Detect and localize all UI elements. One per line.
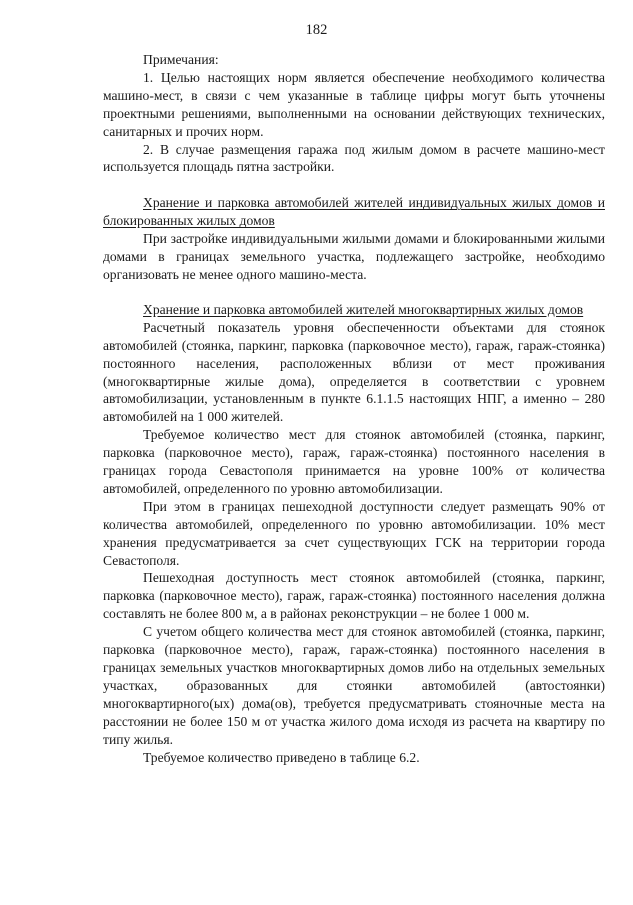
page-number: 182 bbox=[305, 22, 328, 38]
paragraph: Пешеходная доступность мест стоянок автомобилей (стоянка, паркинг, парковка (парковочное место), гараж, гараж-стоянка) постоянного населения должна составлять не более 800 м, а в районах реконструкции – не более 1 000 м. bbox=[103, 570, 605, 622]
paragraph: Требуемое количество приведено в таблице 6.2. bbox=[143, 749, 420, 765]
note-item-1: 1. Целью настоящих норм является обеспечение необходимого количества машино-мест, в связи с чем указанные в таблице цифры могут быть уточнены проектными решениями, выполненными на основании действующих технических, санитарных и прочих норм. bbox=[103, 69, 605, 139]
note-item-2: 2. В случае размещения гаража под жилым домом в расчете машино-мест используется площадь пятна застройки. bbox=[103, 141, 605, 175]
section-heading-apartment-buildings: Хранение и парковка автомобилей жителей многоквартирных жилых домов bbox=[143, 301, 584, 317]
paragraph: Расчетный показатель уровня обеспеченности объектами для стоянок автомобилей (стоянка, паркинг, парковка (парковочное место), гараж, гараж-стоянка) постоянного населения, расположенных вблизи от мест проживания (многоквартирные жилые дома), определяется в соответствии с уровнем автомобилизации, установленным в пункте 6.1.1.5 настоящих НПГ, а именно – 280 автомобилей на 1 000 жителей. bbox=[103, 319, 605, 425]
paragraph: При этом в границах пешеходной доступности следует размещать 90% от количества автомобилей, определенного по уровню автомобилизации. 10% мест хранения предусматривается за счет существующих ГСК на территории города Севастополя. bbox=[103, 498, 605, 568]
notes-title: Примечания: bbox=[143, 52, 219, 67]
paragraph: Требуемое количество мест для стоянок автомобилей (стоянка, паркинг, парковка (парковочное место), гараж, гараж-стоянка) постоянного населения в границах города Севастополя принимается на уровне 100% от количества автомобилей, определенного по уровню автомобилизации. bbox=[103, 427, 605, 496]
spacer bbox=[103, 176, 605, 194]
section-heading-individual-houses: Хранение и парковка автомобилей жителей индивидуальных жилых домов и блокированных жилых домов bbox=[103, 195, 605, 229]
paragraph: С учетом общего количества мест для стоянок автомобилей (стоянка, паркинг, парковка (парковочное место), гараж, гараж-стоянка) постоянного населения в границах земельных участков многоквартирных домов либо на отдельных земельных участках, образованных для стоянки автомобилей (автостоянки) многоквартирного(ых) дома(ов), требуется предусматривать стояночные места на расстоянии не более 150 м от участка жилого дома исходя из расчета на квартиру по типу жилья. bbox=[103, 624, 605, 747]
spacer bbox=[103, 284, 605, 301]
page-content bbox=[103, 51, 605, 766]
paragraph: При застройке индивидуальными жилыми домами и блокированными жилыми домами в границах земельного участка, подлежащего застройке, необходимо организовать не менее одного машино-места. bbox=[103, 231, 605, 282]
